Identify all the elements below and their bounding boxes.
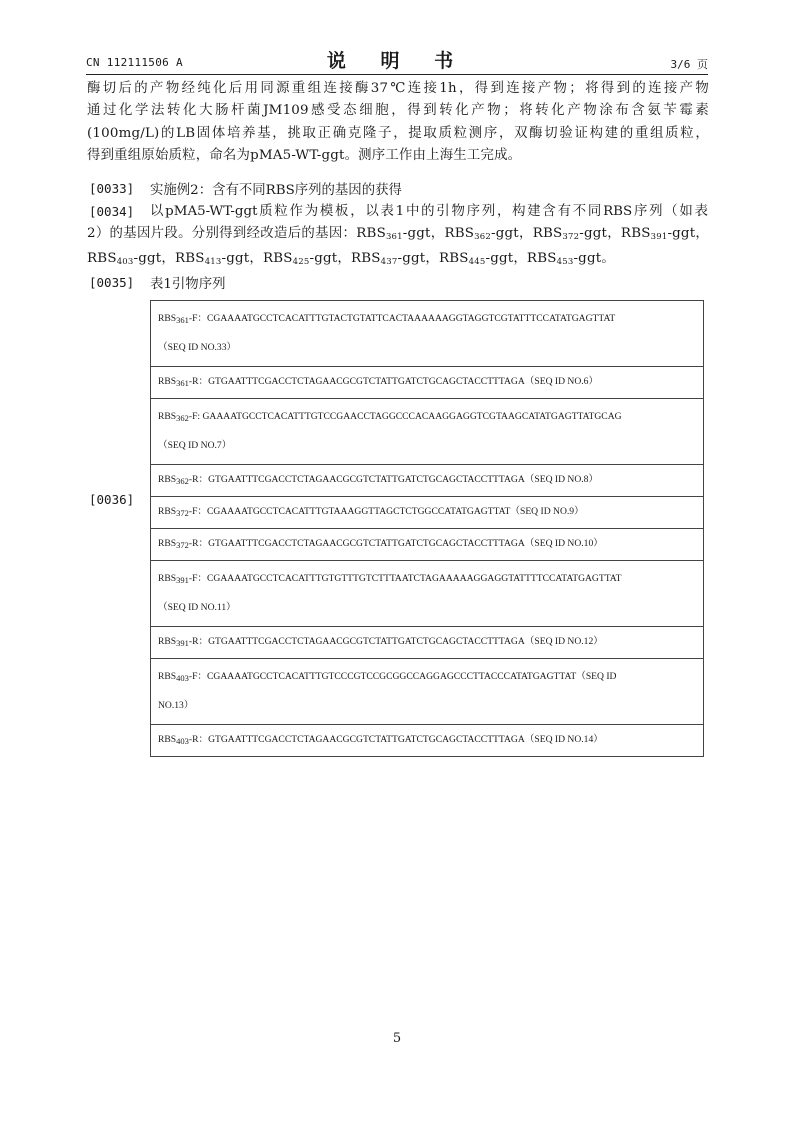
primer-seq-id: NO.13） xyxy=(158,700,194,711)
intro-line: 通过化学法转化大肠杆菌JM109感受态细胞，得到转化产物；将转化产物涂布含氨苄霉素 xyxy=(87,103,709,119)
primer-cell xyxy=(151,725,704,757)
primer-sequence: GTGAATTTCGACCTCTAGAACGCGTCTATTGATCTGCAGCTACCTTTAGA（SEQ ID NO.14） xyxy=(208,734,603,745)
primer-sequence: GTGAATTTCGACCTCTAGAACGCGTCTATTGATCTGCAGCTACCTTTAGA（SEQ ID NO.6） xyxy=(208,376,599,387)
gene-name: $RBS_{361}$-ggt xyxy=(356,226,431,242)
primer-name: $RBS_{362}-R$： xyxy=(158,474,209,486)
primer-seq-id: （SEQ ID NO.7） xyxy=(158,440,232,451)
table-row xyxy=(151,497,704,529)
gene-name: $RBS_{453}$-ggt xyxy=(526,251,602,268)
primer-sequence: CGAAAATGCCTCACATTTGTACTGTATTCACTAAAAAAGGTAGGTCGTATTTCCATATGAGTTAT xyxy=(207,313,616,324)
primer-cell xyxy=(151,367,704,399)
gene-name: $RBS_{437}$-ggt xyxy=(350,251,426,268)
intro-line: (100mg/L)的LB固体培养基，挑取正确克隆子，提取质粒测序，双酶切验证构建的重组质粒， xyxy=(87,125,709,141)
table-row xyxy=(151,399,704,465)
primer-table xyxy=(150,300,704,757)
intro-line: 酶切后的产物经纯化后用同源重组连接酶37℃连接1h，得到连接产物；将得到的连接产物 xyxy=(87,81,709,96)
primer-cell xyxy=(151,529,704,561)
primer-sequence: CGAAAATGCCTCACATTTGTCCCGTCCGCGGCCAGGAGCCCTTACCCATATGAGTTAT（SEQ ID xyxy=(207,671,617,682)
primer-sequence: CGAAAATGCCTCACATTTGTAAAGGTTAGCTCTGGCCATATGAGTTAT（SEQ ID NO.9） xyxy=(207,506,584,517)
paragraph-number-0033: [0033] xyxy=(89,181,135,196)
primer-name: $RBS_{372}-F$： xyxy=(158,506,208,518)
gene-name: $RBS_{413}$-ggt xyxy=(174,251,250,268)
gene-name: $RBS_{425}$-ggt xyxy=(262,251,338,268)
primer-cell xyxy=(151,301,704,367)
table-row xyxy=(151,627,704,659)
primer-name: $RBS_{403}-F$： xyxy=(158,671,208,683)
primer-name: $RBS_{403}-R$： xyxy=(158,734,209,746)
table-row xyxy=(151,367,704,399)
gene-name: $RBS_{445}$-ggt xyxy=(438,251,514,268)
primer-sequence: GTGAATTTCGACCTCTAGAACGCGTCTATTGATCTGCAGCTACCTTTAGA（SEQ ID NO.12） xyxy=(208,636,603,647)
primer-sequence: GTGAATTTCGACCTCTAGAACGCGTCTATTGATCTGCAGCTACCTTTAGA（SEQ ID NO.10） xyxy=(208,538,603,549)
paragraph-0034-line1 xyxy=(150,201,708,223)
paragraph-number-0034: [0034] xyxy=(89,204,135,219)
primer-cell xyxy=(151,627,704,659)
gene-name: $RBS_{403}$-ggt xyxy=(87,251,162,268)
primer-seq-id: （SEQ ID NO.11） xyxy=(158,602,236,613)
primer-cell xyxy=(151,399,704,465)
document-title: 说 明 书 xyxy=(326,50,468,72)
primer-cell xyxy=(151,561,704,627)
primer-sequence: GTGAATTTCGACCTCTAGAACGCGTCTATTGATCTGCAGCTACCTTTAGA（SEQ ID NO.8） xyxy=(208,474,599,485)
patent-number: CN 112111506 A xyxy=(86,56,183,69)
primer-sequence: CGAAAATGCCTCACATTTGTGTTTGTCTTTAATCTAGAAAAAGGAGGTATTTTCCATATGAGTTAT xyxy=(207,573,622,584)
intro-line: 得到重组原始质粒，命名为pMA5-WT-ggt。测序工作由上海生工完成。 xyxy=(87,148,522,164)
gene-name: $RBS_{391}$-ggt xyxy=(620,226,696,242)
primer-sequence: GAAAATGCCTCACATTTGTCCGAACCTAGGCCCACAAGGAGGTCGTAAGCATATGAGTTATGCAG xyxy=(202,411,622,422)
table-row xyxy=(151,659,704,725)
primer-seq-id: （SEQ ID NO.33） xyxy=(158,342,237,353)
p0034-line1: 以pMA5-WT-ggt质粒作为模板，以表1中的引物序列，构建含有不同RBS序列（如表 xyxy=(150,204,708,219)
page-of: 3/6 页 xyxy=(670,58,708,71)
paragraph-number-0035: [0035] xyxy=(89,275,135,290)
primer-name: $RBS_{391}-F$： xyxy=(158,573,208,585)
table-row xyxy=(151,465,704,497)
paragraph-0034-rest xyxy=(87,223,709,274)
primer-name: $RBS_{391}-R$： xyxy=(158,636,209,648)
primer-cell xyxy=(151,659,704,725)
header-divider xyxy=(86,74,708,75)
gene-list-line: $RBS_{403}$-ggt，$RBS_{413}$-ggt，$RBS_{425}$-ggt，$RBS_{437}$-ggt，$RBS_{445}$-ggt，$RBS_{453}$-ggt。 xyxy=(87,251,615,268)
primer-cell xyxy=(151,465,704,497)
section-heading: 实施例2：含有不同RBS序列的基因的获得 xyxy=(150,183,402,198)
gene-name: $RBS_{372}$-ggt xyxy=(532,226,608,242)
gene-name: $RBS_{362}$-ggt xyxy=(444,226,519,242)
paragraph-number-0036: [0036] xyxy=(89,492,135,507)
page-header xyxy=(86,44,708,76)
primer-name: $RBS_{361}-F$： xyxy=(158,313,208,325)
page-number: 5 xyxy=(392,1031,402,1046)
table-row xyxy=(151,301,704,367)
intro-paragraph xyxy=(87,78,709,168)
table-row xyxy=(151,561,704,627)
primer-name: $RBS_{361}-R$： xyxy=(158,376,209,388)
gene-list-line: 2）的基因片段。分别得到经改造后的基因：$RBS_{361}$-ggt，$RBS_{362}$-ggt，$RBS_{372}$-ggt，$RBS_{391}$-ggt， xyxy=(87,226,710,242)
primer-cell xyxy=(151,497,704,529)
table-row xyxy=(151,725,704,757)
primer-name: $RBS_{372}-R$： xyxy=(158,538,209,550)
table-caption: 表1引物序列 xyxy=(150,277,226,292)
table-row xyxy=(151,529,704,561)
primer-name: $RBS_{362}-F$: xyxy=(158,411,203,423)
